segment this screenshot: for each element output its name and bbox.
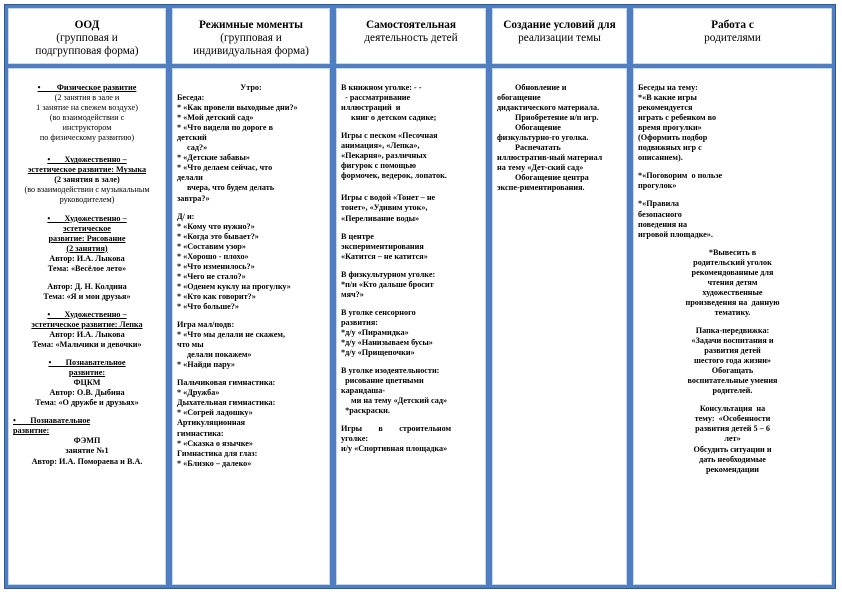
- text-line: Обогащение: [515, 123, 561, 133]
- text-line: *«В какие игры: [638, 93, 697, 103]
- spacer: [638, 191, 827, 199]
- text-line: карандаша-: [341, 386, 386, 396]
- text-line: «Катится – не катится»: [341, 251, 428, 261]
- header-parents-work: [633, 8, 832, 64]
- text-line: инструктором: [62, 123, 112, 133]
- text-line: Игры с песком «Песочная: [341, 131, 438, 141]
- text-line: ФЦКМ: [73, 378, 101, 388]
- text-line: Игры в строительном: [341, 424, 452, 434]
- text-line: *д/у «Пирамидка»: [341, 327, 409, 337]
- header-line: индивидуальная форма): [193, 45, 309, 57]
- text-line: Автор: Д. Н. Колдина: [47, 281, 127, 291]
- text-line: Д/ и:: [177, 211, 195, 221]
- text-line: книг о детском садике;: [351, 113, 437, 123]
- text-line: руководителем): [59, 195, 115, 205]
- text-line: В центре: [341, 231, 374, 241]
- text-line: * «Мой детский сад»: [177, 113, 254, 123]
- text-line: В уголке сенсорного: [341, 307, 416, 317]
- text-line: (2 занятия): [66, 243, 108, 253]
- text-line: анимация», «Лепка»,: [341, 141, 420, 151]
- text-line: *Вывесить в: [708, 247, 757, 257]
- text-line: экспериментирования: [341, 241, 424, 251]
- header-line: ООД: [74, 19, 100, 31]
- header-line: родителями: [704, 32, 761, 44]
- text-line: подвижных игр с: [638, 143, 702, 153]
- text-line: В книжном уголке: - -: [341, 83, 422, 92]
- text-line: эстетическое: [63, 223, 111, 233]
- schedule-table: [8, 8, 832, 585]
- text-line: • Физическое развитие: [37, 83, 137, 92]
- text-line: *раскраски.: [341, 406, 390, 416]
- text-line: * «Чего не стало?»: [177, 271, 246, 281]
- text-line: формочек, ведерок, лопаток.: [341, 171, 447, 181]
- text-line: * «Что делаем сейчас, что: [177, 163, 273, 173]
- text-line: художественные: [702, 287, 763, 297]
- text-line: иллюстратив-ный материал: [497, 153, 603, 163]
- header-conditions: [492, 8, 627, 64]
- text-line: играть с ребенком во: [638, 113, 717, 123]
- text-line: по физическому развитию): [39, 133, 135, 143]
- text-line: игровой площадке».: [638, 229, 713, 239]
- text-line: *«Поговорим о пользе: [638, 171, 723, 181]
- column-routine-content: [172, 68, 330, 585]
- text-line: вчера, что будем делать: [187, 183, 275, 193]
- text-line: гимнастика:: [177, 428, 224, 438]
- text-line: * «Согрей ладошку»: [177, 408, 253, 418]
- text-line: * «Кто как говорит?»: [177, 291, 256, 301]
- text-line: развитие:: [13, 426, 50, 436]
- text-line: Автор: И.А. Лыкова: [49, 329, 125, 339]
- text-line: *п/и «Кто дальше бросит: [341, 279, 434, 289]
- text-line: эстетическое развитие: Музыка: [27, 165, 147, 175]
- text-line: и/у «Спортивная площадка»: [341, 444, 448, 454]
- text-line: «Переливание воды»: [341, 213, 420, 223]
- spacer: [177, 204, 325, 212]
- text-line: * «Составим узор»: [177, 241, 246, 251]
- text-line: дидактического материала.: [497, 103, 600, 113]
- text-line: Обогащать: [711, 366, 754, 376]
- header-line: Самостоятельная: [365, 19, 457, 31]
- header-line: Режимные моменты: [199, 19, 303, 31]
- column-conditions-content: [492, 68, 627, 585]
- text-line: физкультурно-го уголка.: [497, 133, 589, 143]
- text-line: Игра мал/подв:: [177, 320, 235, 330]
- header-line: (групповая и: [220, 32, 282, 44]
- text-line: ми на тему «Детский сад»: [351, 396, 448, 406]
- text-line: безопасного: [638, 209, 682, 219]
- spacer: [341, 358, 481, 366]
- text-line: * «Дружба»: [177, 388, 220, 398]
- spacer: [638, 318, 827, 326]
- text-line: что мы: [177, 340, 204, 350]
- spacer: [13, 302, 161, 310]
- text-line: (Оформить подбор: [638, 133, 708, 143]
- text-line: (во взаимодействии с музыкальным: [24, 185, 150, 195]
- text-line: мяч?»: [341, 289, 364, 299]
- text-line: * «Когда это бывает?»: [177, 231, 259, 241]
- text-line: Беседа:: [177, 93, 205, 103]
- text-line: развития:: [341, 317, 378, 327]
- text-line: чтения детям: [707, 277, 758, 287]
- text-line: Автор: И.А. Лыкова: [49, 253, 125, 263]
- text-line: Тема: «О дружбе и друзьях»: [35, 398, 139, 408]
- text-line: * «Найди пару»: [177, 360, 235, 370]
- text-line: Автор: И.А. Помораева и В.А.: [31, 456, 143, 466]
- header-routine-moments: [172, 8, 330, 64]
- text-line: развитие: Рисование: [48, 233, 126, 243]
- spacer: [341, 123, 481, 131]
- spacer: [341, 416, 481, 424]
- header-line: подгрупповая форма): [35, 45, 139, 57]
- text-line: Утро:: [240, 83, 262, 92]
- text-line: Игры с водой «Тонет – не: [341, 193, 436, 203]
- text-line: на тему «Дет-ский сад»: [497, 163, 584, 173]
- text-line: развитие:: [68, 368, 106, 378]
- text-line: Беседы на тему:: [638, 83, 698, 92]
- text-line: • Познавательное: [13, 416, 91, 426]
- spacer: [13, 408, 161, 416]
- text-line: завтра?»: [177, 193, 210, 203]
- text-line: (2 занятия в зале): [54, 175, 120, 185]
- text-line: тонет», «Удивим уток»,: [341, 203, 428, 213]
- text-line: *д/у «Нанизываем бусы»: [341, 337, 433, 347]
- text-line: родителей.: [712, 386, 753, 396]
- spacer: [177, 312, 325, 320]
- text-line: * «Хорошо - плохо»: [177, 251, 249, 261]
- text-line: В физкультурном уголке:: [341, 269, 436, 279]
- text-line: - рассматривание: [341, 93, 411, 103]
- text-line: рекомендованные для: [691, 267, 774, 277]
- column-independent-content: [336, 68, 486, 585]
- text-line: иллюстраций и: [341, 103, 401, 113]
- text-line: Тема: «Мальчики и девочки»: [32, 340, 142, 350]
- text-line: В уголке изодеятельности:: [341, 366, 440, 376]
- text-line: 1 занятие на свежем воздухе): [36, 103, 138, 113]
- schedule-table-frame: [4, 4, 836, 589]
- text-line: Папка-передвижка:: [695, 325, 770, 335]
- text-line: • Познавательное: [48, 358, 126, 368]
- spacer: [13, 143, 161, 155]
- text-line: эстетическое развитие: Лепка: [31, 319, 143, 329]
- text-line: развития детей 5 – 6: [695, 424, 770, 434]
- text-line: *«Правила: [638, 199, 680, 209]
- header-line: реализации темы: [518, 32, 601, 44]
- text-line: Автор: О.В. Дыбина: [49, 388, 125, 398]
- text-line: * «Как провели выходные дни?»: [177, 103, 298, 113]
- text-line: *д/у «Прищепочки»: [341, 348, 415, 358]
- header-line: Создание условий для: [503, 19, 616, 31]
- text-line: развития детей: [704, 346, 761, 356]
- text-line: (2 занятия в зале и: [54, 93, 120, 103]
- text-line: родительский уголок: [693, 257, 772, 267]
- text-line: тему: «Особенности: [694, 414, 771, 424]
- spacer: [341, 300, 481, 308]
- text-line: Обсудить ситуации и: [693, 444, 772, 454]
- spacer: [638, 240, 827, 248]
- text-line: (во взаимодействии с: [49, 113, 125, 123]
- spacer: [13, 274, 161, 282]
- spacer: [638, 396, 827, 404]
- text-line: прогулок»: [638, 181, 677, 191]
- text-line: Гимнастика для глаз:: [177, 448, 258, 458]
- text-line: поведения на: [638, 219, 688, 229]
- text-line: • Художественно –: [47, 309, 127, 319]
- text-line: * «Близко – далеко»: [177, 458, 252, 468]
- header-line: (групповая и: [56, 32, 118, 44]
- text-line: • Художественно –: [47, 155, 127, 165]
- text-line: * «Что изменилось?»: [177, 261, 255, 271]
- text-line: воспитательные умения: [687, 376, 778, 386]
- text-line: лет»: [724, 434, 741, 444]
- text-line: Артикуляционная: [177, 418, 246, 428]
- text-line: дать необходимые: [699, 454, 766, 464]
- text-line: * «Оденем куклу на прогулку»: [177, 281, 291, 291]
- text-line: «Пекарня», различных: [341, 151, 427, 161]
- text-line: Обогащение центра: [515, 173, 589, 183]
- text-line: ФЭМП: [73, 436, 101, 446]
- text-line: • Художественно –: [47, 213, 127, 223]
- text-line: тематику.: [714, 307, 751, 317]
- text-line: Обновление и: [515, 83, 567, 92]
- text-line: Тема: «Я и мои друзья»: [43, 291, 131, 301]
- spacer: [341, 224, 481, 232]
- text-line: Пальчиковая гимнастика:: [177, 378, 276, 388]
- text-line: описанием).: [638, 153, 683, 163]
- text-line: Тема: «Весёлое лето»: [47, 263, 127, 273]
- text-line: делали: [177, 173, 203, 183]
- column-ood-content: [8, 68, 166, 585]
- text-line: Приобретение н/п игр.: [515, 113, 599, 123]
- text-line: Консультация на: [699, 404, 766, 414]
- text-line: рисование цветными: [341, 376, 424, 386]
- spacer: [341, 262, 481, 270]
- spacer: [177, 370, 325, 378]
- text-line: шестого года жизни»: [693, 356, 772, 366]
- header-line: деятельность детей: [364, 32, 458, 44]
- text-line: Распечатать: [515, 143, 561, 153]
- text-line: рекомендации: [705, 464, 760, 474]
- header-ood: [8, 8, 166, 64]
- spacer: [341, 181, 481, 193]
- text-line: * «Что видели по дороге в: [177, 123, 274, 133]
- text-line: * «Что мы делали не скажем,: [177, 330, 286, 340]
- text-line: «Задачи воспитания и: [691, 336, 774, 346]
- text-line: делали покажем»: [187, 350, 252, 360]
- text-line: обогащение: [497, 93, 541, 103]
- header-independent-activity: [336, 8, 486, 64]
- text-line: * «Детские забавы»: [177, 153, 250, 163]
- text-line: произведения на данную: [685, 297, 780, 307]
- text-line: время прогулки»: [638, 123, 702, 133]
- text-line: детский: [177, 133, 207, 143]
- text-line: * «Кому что нужно?»: [177, 221, 255, 231]
- text-line: сад?»: [187, 143, 208, 153]
- spacer: [638, 163, 827, 171]
- text-line: занятие №1: [65, 446, 109, 456]
- text-line: * «Что больше?»: [177, 301, 239, 311]
- text-line: Дыхательная гимнастика:: [177, 398, 276, 408]
- column-parents-content: [633, 68, 832, 585]
- text-line: * «Сказка о язычке»: [177, 438, 253, 448]
- text-line: уголке:: [341, 434, 369, 444]
- spacer: [13, 206, 161, 214]
- text-line: фигурок с помощью: [341, 161, 417, 171]
- header-line: Работа с: [711, 19, 754, 31]
- text-line: рекомендуется: [638, 103, 693, 113]
- spacer: [13, 350, 161, 358]
- text-line: экспе-риментирования.: [497, 183, 585, 193]
